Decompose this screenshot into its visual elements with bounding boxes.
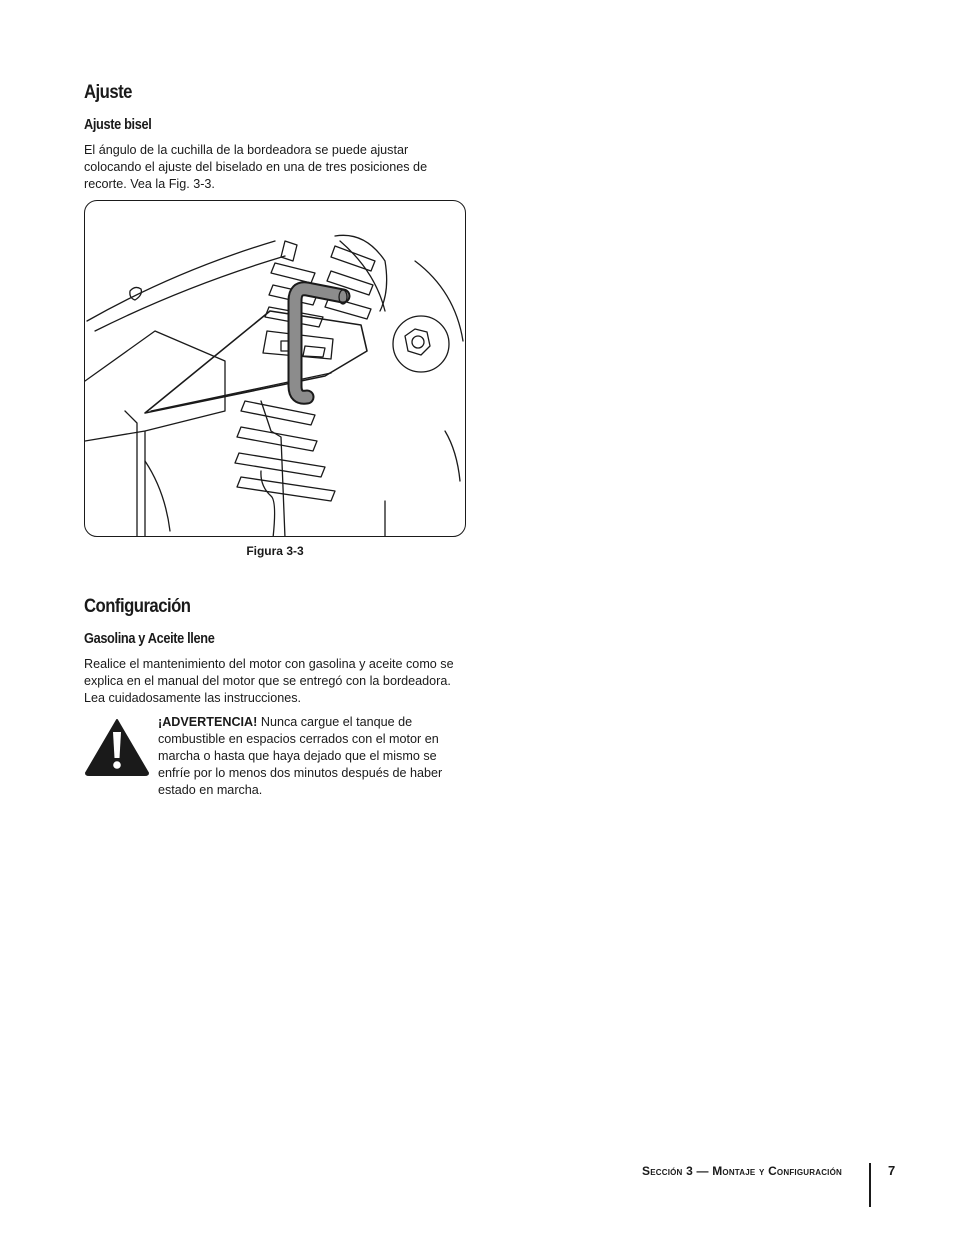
footer-divider <box>869 1163 871 1207</box>
bevel-adjustment-illustration <box>85 201 466 537</box>
warning-message <box>158 714 463 799</box>
footer-section-label: Sección 3 — Montaje y Configuración <box>642 1164 842 1178</box>
section-title-ajuste: Ajuste <box>84 82 132 103</box>
adjust-body-text: El ángulo de la cuchilla de la bordeadora se puede ajustar colocando el ajuste del biselado en una de tres posiciones de recorte. Vea la Fig. 3-3. <box>84 143 428 191</box>
subsection-title-gasolina-aceite: Gasolina y Aceite llene <box>84 631 215 647</box>
warning-triangle-icon <box>84 718 150 776</box>
warning-label: ¡ADVERTENCIA! <box>158 715 258 729</box>
setup-body-text: Realice el mantenimiento del motor con gasolina y aceite como se explica en el manual del motor que se entregó con la bordeadora. Lea cuidadosamente las instrucciones. <box>84 657 454 705</box>
subsection-title-ajuste-bisel: Ajuste bisel <box>84 117 152 133</box>
figure-caption: Figura 3-3 <box>246 544 304 558</box>
figure-bevel-adjustment <box>84 200 466 537</box>
page-number: 7 <box>888 1163 896 1178</box>
section-title-configuracion: Configuración <box>84 596 191 617</box>
warning-text: Nunca cargue el tanque de combustible en espacios cerrados con el motor en marcha o hasta que haya dejado que el mismo se enfríe por lo menos dos minutos después de haber estado en marcha. <box>158 715 443 797</box>
